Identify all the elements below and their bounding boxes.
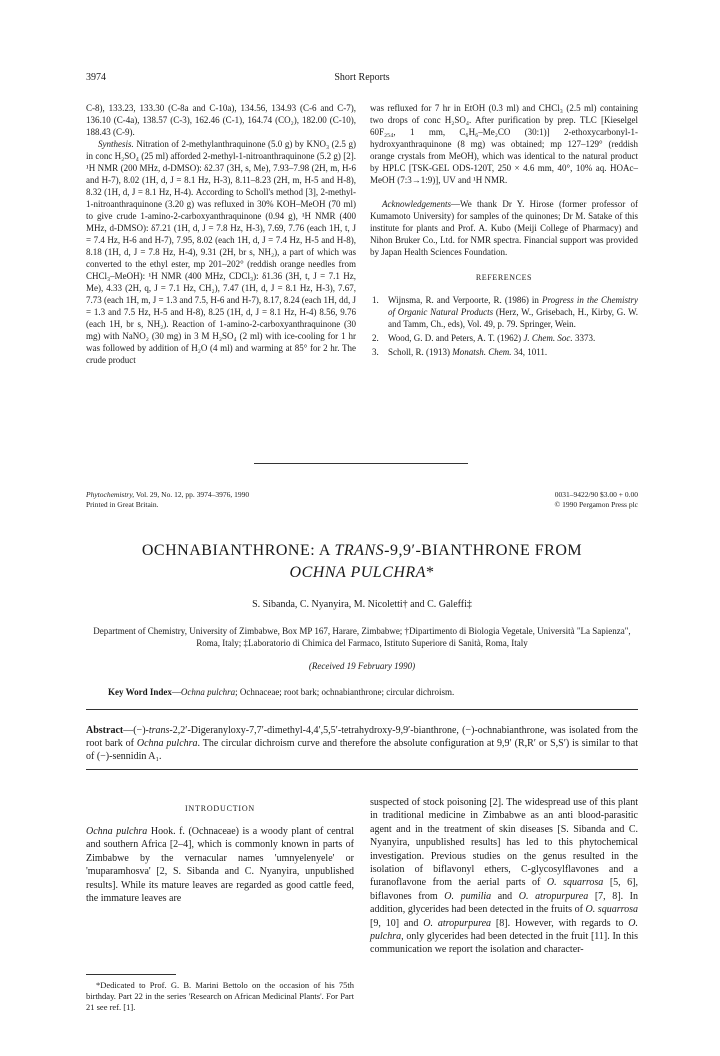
prev-paragraph-1: C-8), 133.23, 133.30 (C-8a and C-10a), 134.56, 134.93 (C-6 and C-7), 136.10 (C-4a), 138.57 (C-3), 162.46 (C-1), 164.74 (CO₂), 182.00 (C-10), 188.43 (C-9). bbox=[86, 103, 356, 137]
reference-number: 1. bbox=[372, 295, 379, 305]
synthesis-text: Nitration of 2-methylanthraquinone (5.0 g) by KNO₃ (2.5 g) in conc H₂SO₄ (25 ml) afforded 2-methyl-1-nitroanthraquinone (5.2 g) [2]. ¹H NMR (200 MHz, d-DMSO): δ2.37 (3H, s, Me), 7.93–7.98 (2H, m, H-6 and H-7), 8.02 (1H, d, J = 8.1 Hz, H-3), 8.11–8.23 (2H, m, H-5 and H-8), 8.32 (1H, d, J = 8.1 Hz, H-4). According to Scholl's method [3], 2-methyl-1-nitroanthraquinone (3.20 g) was refluxed in 30% KOH–MeOH (70 ml) to give crude 1-amino-2-carboxyanthraquinone (0.94 g), ¹H NMR (400 MHz, d-DMSO): δ7.21 (1H, d, J = 7.8 Hz, H-3), 7.69, 7.76 (each 1H, t, J = 7.4 Hz, H-6 and H-7), 7.95, 8.02 (each 1H, d, J = 7.4 Hz, H-5 and H-8), 8.18 (1H, d, J = 7.8 Hz, H-4), 9.31 (2H, br s, NH₂), a part of which was converted to the ethyl ester, mp 201–202° (reddish orange needles from CHCl₃–MeOH): ¹H NMR (400 MHz, CDCl₃): δ1.36 (3H, t, J = 7.1 Hz, Me), 4.33 (2H, q, J = 7.1 Hz, CH₂), 7.47 (1H, d, J = 8.1 Hz, H-3), 7.67, 7.73 (each 1H, m, J = 1.3 and 7.5, H-6 and H-7), 8.17, 8.24 (each 1H, dd, J = 1.3 and 7.5 Hz, H-5 and H-8), 8.25 (1H, d, J = 8.1 Hz, H-4) 8.56, 9.76 (each 1H, br s, NH₂). Reaction of 1-amino-2-carboxyanthraquinone (30 mg) with NaNO₂ (30 mg) in 3 M H₂SO₄ (2 ml) with ice-cooling for 1 hr was followed by addition of H₂O (4 ml) and warming at 85° for 2 hr. The crude product bbox=[86, 139, 356, 365]
intro-text: and bbox=[491, 890, 519, 902]
reference-authors: Scholl, R. (1913) bbox=[388, 347, 453, 357]
prev-paragraph-synthesis bbox=[86, 138, 356, 366]
reference-item bbox=[370, 346, 638, 358]
title-part: -9,9′-BIANTHRONE FROM bbox=[384, 542, 583, 559]
title-line-2 bbox=[86, 562, 638, 584]
reference-item bbox=[370, 332, 638, 344]
intro-text: [7, 8]. In addition, glycerides had been detected in the fruits of bbox=[370, 890, 639, 916]
references-heading: REFERENCES bbox=[475, 273, 533, 282]
title-part: OCHNABIANTHRONE: A bbox=[141, 542, 335, 559]
journal-volume: Vol. 29, No. 12, pp. 3974–3976, 1990 bbox=[134, 490, 250, 499]
reference-list bbox=[370, 294, 638, 358]
footnote-rule bbox=[86, 974, 176, 975]
received-text: (Received 19 February 1990) bbox=[308, 661, 416, 671]
reference-source: J. Chem. Soc. bbox=[523, 333, 573, 343]
page-header bbox=[86, 72, 638, 86]
intro-species: O. squarrosa bbox=[585, 904, 638, 916]
introduction-paragraph bbox=[86, 825, 354, 905]
journal-name: Phytochemistry, bbox=[86, 490, 135, 499]
reference-detail: 3373. bbox=[572, 333, 596, 343]
keyword-list: ; Ochnaceae; root bark; ochnabianthrone; circular dichroism. bbox=[235, 687, 455, 697]
intro-species: O. atropurpurea bbox=[423, 917, 492, 929]
reference-item bbox=[370, 294, 638, 330]
reference-source: Progress in the Chemistry of Organic Natural Products bbox=[388, 295, 639, 317]
journal-info bbox=[86, 490, 386, 510]
abstract bbox=[86, 724, 638, 763]
reference-number: 2. bbox=[372, 333, 379, 343]
abstract-top-rule bbox=[86, 709, 638, 710]
reference-detail: 34, 1011. bbox=[511, 347, 548, 357]
intro-text: only glycerides had been detected in the fruit [11]. In this communication we report the isolation and character- bbox=[370, 931, 638, 956]
article-divider bbox=[254, 463, 468, 464]
journal-code-block bbox=[400, 490, 638, 510]
page-number: 3974 bbox=[86, 72, 106, 83]
journal-citation bbox=[86, 490, 386, 500]
abstract-species: Ochna pulchra bbox=[136, 738, 198, 749]
abstract-bottom-rule bbox=[86, 769, 638, 770]
intro-species: O. squarrosa bbox=[546, 877, 604, 889]
footnote bbox=[86, 980, 354, 1013]
keyword-label: Key Word Index bbox=[108, 687, 172, 697]
keyword-index bbox=[108, 687, 638, 697]
reference-source: Monatsh. Chem. bbox=[452, 347, 512, 357]
synthesis-label: Synthesis. bbox=[98, 139, 134, 149]
keyword-species: Ochna pulchra bbox=[180, 687, 236, 697]
intro-species: O. atropurpurea bbox=[518, 890, 589, 902]
introduction-left-column bbox=[86, 804, 354, 905]
prev-article-right-column bbox=[370, 102, 638, 360]
copyright: © 1990 Pergamon Press plc bbox=[554, 500, 638, 509]
intro-species: O. pulchra, bbox=[370, 917, 638, 943]
intro-text: [8]. However, with regards to bbox=[491, 917, 629, 929]
keyword-dash: — bbox=[171, 687, 181, 697]
abstract-text: . The circular dichroism curve and therefore the absolute configuration at 9,9′ (R,R′ or S,S′) is similar to that of (−)-sennidin A₁. bbox=[86, 738, 638, 762]
reference-authors: Wood, G. D. and Peters, A. T. (1962) bbox=[388, 333, 524, 343]
prev-paragraph-2: was refluxed for 7 hr in EtOH (0.3 ml) and CHCl₃ (2.5 ml) containing two drops of conc H₂SO₄. After purification by prep. TLC [Kieselgel 60F₂₅₄, 1 mm, C₆H₆–Me₂CO (30:1)] 2-ethoxycarbonyl-1-hydroxyanthraquinone (8 mg) was obtained; mp 127–129° (reddish orange crystals from MeOH), which was identical to the natural product by HPLC [TSK-GEL ODS-120T, 250 × 4.6 mm, 40°, 10% aq. HOAc–MeOH (7:3→1:9)], UV and ¹H NMR. bbox=[370, 103, 638, 185]
journal-code: 0031–9422/90 $3.00 + 0.00 bbox=[554, 490, 638, 499]
printed-in: Printed in Great Britain. bbox=[86, 500, 159, 509]
ack-text: —We thank Dr Y. Hirose (former professor of Kumamoto University) for samples of the quinones; Dr M. Satake of this institute for plants and Prof. A. Kubo (Meiji College of Pharmacy) and Nihon Bruker Co., Ltd. for NMR spectra. Financial support was provided by Japan Health Sciences Foundation. bbox=[370, 199, 638, 257]
footnote-text: *Dedicated to Prof. G. B. Marini Bettolo on the occasion of his 75th birthday. Part 22 in the series 'Research on African Medicinal Plants'. For Part 21 see ref. [1]. bbox=[86, 980, 354, 1012]
received-date bbox=[86, 661, 638, 671]
intro-species: Ochna pulchra bbox=[86, 826, 148, 837]
title-part-italic: TRANS bbox=[334, 542, 385, 559]
prev-article-left-column bbox=[86, 102, 356, 366]
introduction-continued bbox=[370, 796, 638, 957]
affiliations: Department of Chemistry, University of Zimbabwe, Box MP 167, Harare, Zimbabwe; †Dipartimento di Biologia Vegetale, Università "La Sapienza", Roma, Italy; ‡Laboratorio di Chimica del Farmaco, Istituto Superiore di Sanità, Roma, Italy bbox=[93, 626, 631, 648]
intro-text: [5, 6], biflavones from bbox=[370, 877, 638, 902]
intro-text: Hook. f. (Ochnaceae) is a woody plant of central and southern Africa [2–4], which is commonly known in parts of Zimbabwe by the vernacular names 'umnyelenyele' or 'muparamhosva' [2, S. Sibanda and C. Nyanyira, unpublished results]. While its mature leaves are regarded as good cattle feed, the immature leaves are bbox=[86, 826, 355, 905]
abstract-text: —(−)- bbox=[123, 725, 149, 736]
title-line-1 bbox=[86, 540, 638, 562]
abstract-italic: trans bbox=[148, 725, 170, 736]
reference-authors: Wijnsma, R. and Verpoorte, R. (1986) in bbox=[388, 295, 542, 305]
article-title bbox=[86, 540, 638, 584]
title-footnote-mark: * bbox=[425, 564, 435, 581]
title-species: OCHNA PULCHRA bbox=[289, 564, 426, 581]
running-title: Short Reports bbox=[334, 72, 390, 83]
introduction-heading: INTRODUCTION bbox=[184, 804, 256, 813]
intro-text: suspected of stock poisoning [2]. The widespread use of this plant in traditional medicine in Zimbabwe as an anti blood-parasitic agent and in the treatment of skin diseases [S. Sibanda and C. Nyanyira, unpublished results] has led to this phytochemical investigation. Previous studies on the genus resulted in the isolation of biflavonyl ethers, C-glycosylflavones and a furanoflavone from the aerial parts of bbox=[370, 797, 638, 889]
reference-number: 3. bbox=[372, 347, 379, 357]
reference-detail: (Herz, W., Grisebach, H., Kirby, G. W. and Tamm, Ch., eds), Vol. 49, p. 79. Springer, Wein. bbox=[388, 307, 638, 329]
acknowledgements bbox=[370, 198, 638, 258]
authors: S. Sibanda, C. Nyanyira, M. Nicoletti† and C. Galeffi‡ bbox=[252, 599, 472, 610]
intro-species: O. pumilia bbox=[444, 890, 492, 902]
intro-text: [9, 10] and bbox=[370, 917, 424, 929]
ack-label: Acknowledgements bbox=[382, 199, 451, 209]
abstract-label: Abstract bbox=[86, 725, 124, 736]
abstract-text: -2,2′-Digeranyloxy-7,7′-dimethyl-4,4′,5,5′-tetrahydroxy-9,9′-bianthrone, (−)-ochnabianthrone, was isolated from the root bark of bbox=[86, 725, 638, 749]
introduction-right-column bbox=[370, 796, 638, 957]
